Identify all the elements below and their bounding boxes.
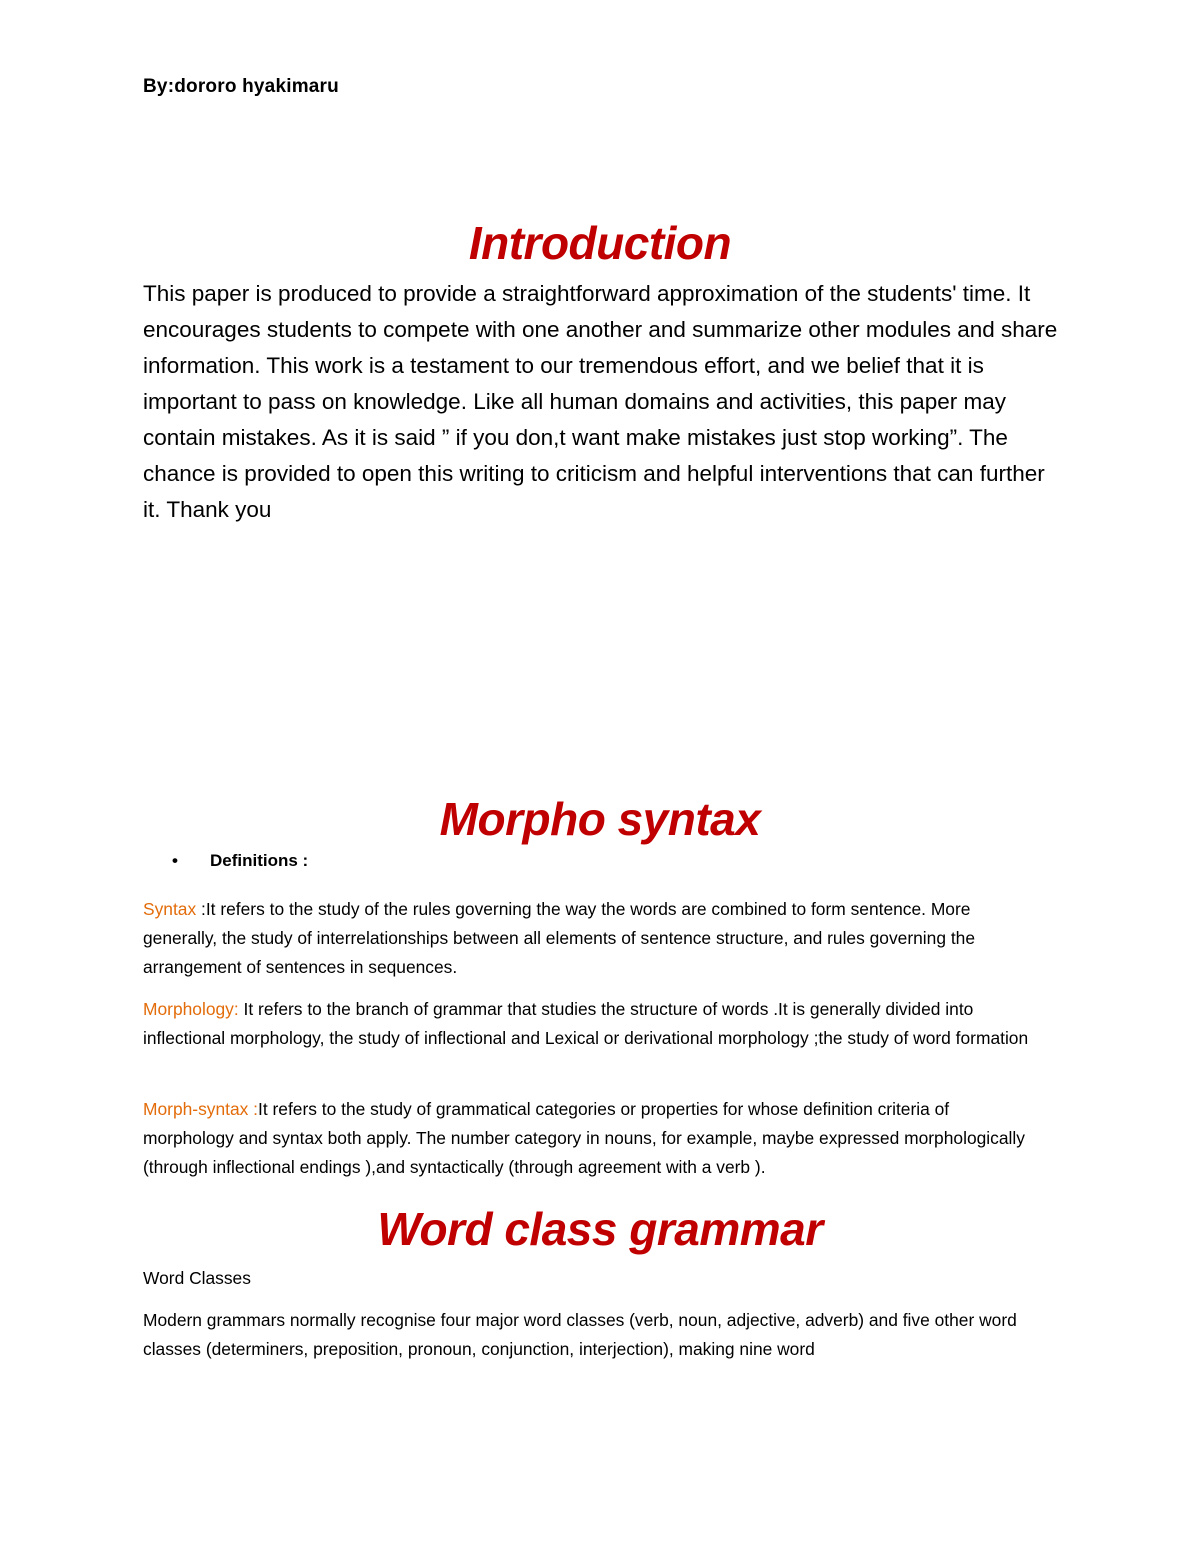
word-classes-subtitle: Word Classes bbox=[143, 1268, 251, 1288]
definitions-bullet bbox=[172, 851, 308, 871]
syntax-term: Syntax bbox=[143, 899, 197, 919]
bullet-dot-icon: • bbox=[172, 851, 178, 870]
introduction-heading: Introduction bbox=[468, 217, 732, 269]
morph-syntax-definition bbox=[143, 1095, 1043, 1182]
morphology-term: Morphology: bbox=[143, 999, 239, 1019]
syntax-definition bbox=[143, 895, 1043, 982]
introduction-paragraph: This paper is produced to provide a straightforward approximation of the students' time. It encourages students to compete with one another and summarize other modules and share information. This work is a testament to our tremendous effort, and we belief that it is important to pass on knowledge. Like all human domains and activities, this paper may contain mistakes. As it is said ” if you don,t want make mistakes just stop working”. The chance is provided to open this writing to criticism and helpful interventions that can further it. Thank you bbox=[143, 281, 1058, 522]
morphology-text: It refers to the branch of grammar that studies the structure of words .It is generally divided into inflectional morphology, the study of inflectional and Lexical or derivational morphology ;the study of word formation bbox=[143, 999, 1029, 1048]
author-line: By:dororo hyakimaru bbox=[143, 76, 339, 97]
word-classes-paragraph: Modern grammars normally recognise four major word classes (verb, noun, adjective, adverb) and five other word classes (determiners, preposition, pronoun, conjunction, interjection), making nine word bbox=[143, 1310, 1017, 1359]
morph-syntax-text: It refers to the study of grammatical categories or properties for whose definition criteria of morphology and syntax both apply. The number category in nouns, for example, maybe expressed morphologically (through inflectional endings ),and syntactically (through agreement with a verb ). bbox=[143, 1099, 1025, 1177]
syntax-text: :It refers to the study of the rules governing the way the words are combined to form sentence. More generally, the study of interrelationships between all elements of sentence structure, and rules governing the arrangement of sentences in sequences. bbox=[143, 899, 976, 977]
morpho-syntax-heading: Morpho syntax bbox=[439, 793, 761, 845]
word-class-grammar-heading: Word class grammar bbox=[377, 1203, 823, 1255]
definitions-label: Definitions : bbox=[210, 851, 309, 870]
morph-syntax-term: Morph-syntax : bbox=[143, 1099, 259, 1119]
morphology-definition bbox=[143, 995, 1043, 1053]
